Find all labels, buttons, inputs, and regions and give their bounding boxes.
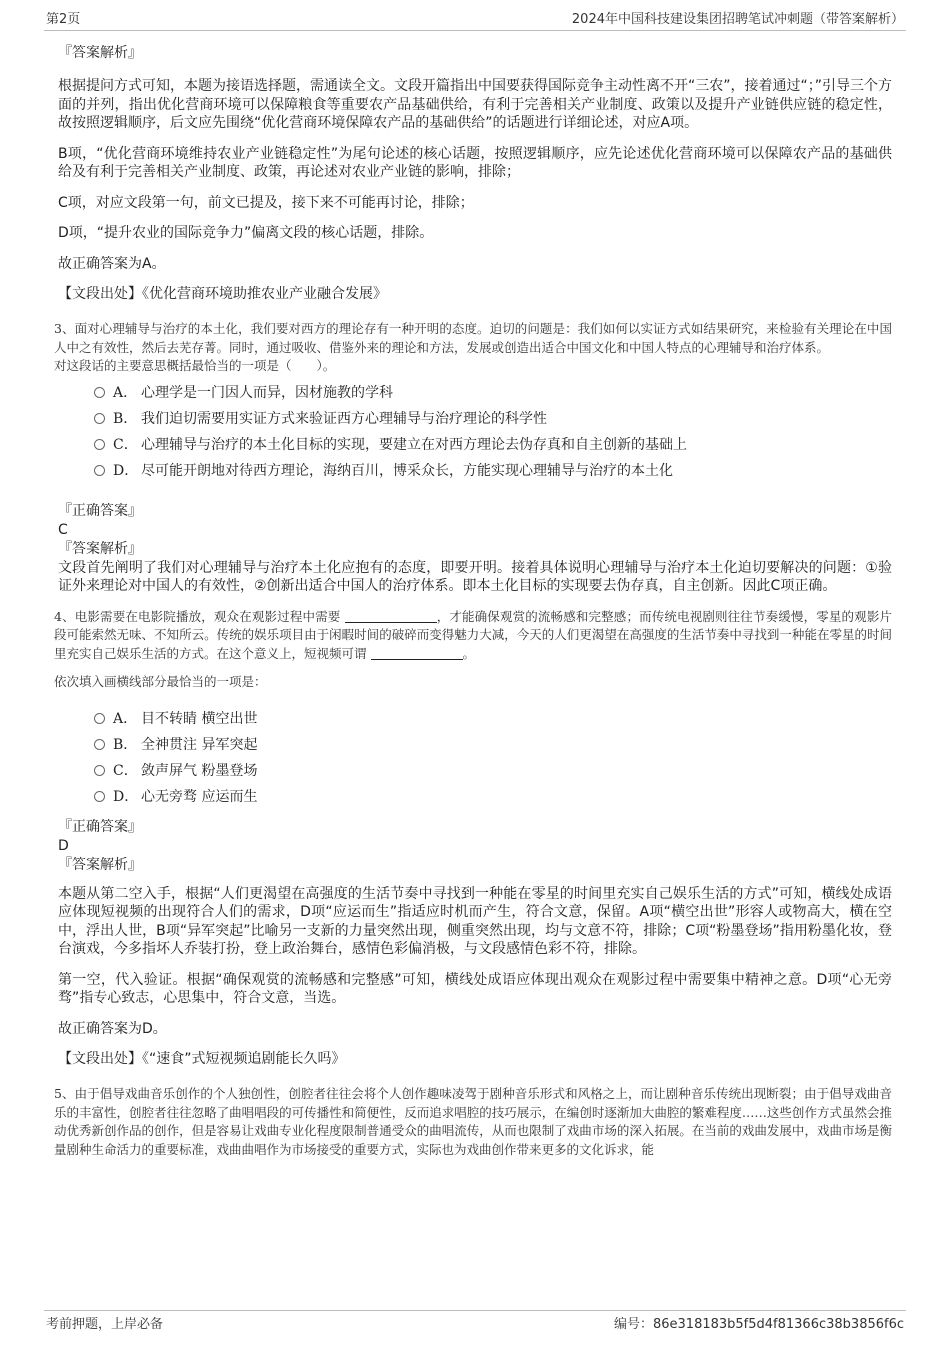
q3-answer: C	[58, 521, 68, 538]
q3-analysis-label: 『答案解析』	[58, 540, 142, 557]
q3-question: 3、面对心理辅导与治疗的本土化，我们要对西方的理论存有一种开明的态度。迫切的问题是：我们如何以实证方式如结果研究，来检验有关理论在中国人中之有效性，然后去芜存菁。同时，通过吸收、借鉴外来的理论和方法，发展或创造出适合中国文化和中国人特点的心理辅导和治疗体系。	[54, 321, 892, 355]
q3-prompt: 对这段话的主要意思概括最恰当的一项是（ ）。	[54, 358, 336, 373]
q2-analysis-label: 『答案解析』	[58, 45, 142, 61]
q4-analysis-label: 『答案解析』	[58, 856, 142, 873]
q4-options	[94, 706, 892, 810]
q2-analysis-para: B项，“优化营商环境维持农业产业链稳定性”为尾句论述的核心话题，按照逻辑顺序，应先论述优化营商环境可以保障农产品的基础供给及有利于完善相关产业制度、政策，再论述对农业产业链的影响，排除；	[58, 145, 892, 180]
page-number: 第2页	[46, 12, 81, 27]
option-b[interactable]: B． 全神贯注 异军突起	[94, 732, 892, 758]
q2-source: 【文段出处】《优化营商环境助推农业产业融合发展》	[58, 286, 387, 302]
q4-answer-line: 故正确答案为D。	[58, 1020, 167, 1037]
option-c[interactable]: C． 心理辅导与治疗的本土化目标的实现，要建立在对西方理论去伪存真和自主创新的基础上	[94, 432, 892, 458]
radio-icon[interactable]	[94, 739, 105, 750]
option-d[interactable]: D． 尽可能开朗地对待西方理论，海纳百川，博采众长，方能实现心理辅导与治疗的本土化	[94, 458, 892, 484]
q2-answer-line: 故正确答案为A。	[58, 255, 166, 272]
radio-icon[interactable]	[94, 387, 105, 398]
q4-answer-label: 『正确答案』	[58, 818, 142, 835]
footer-code: 编号：86e318183b5f5d4f81366c38b3856f6c	[613, 1317, 904, 1332]
blank-1	[345, 610, 437, 623]
q3-analysis: 文段首先阐明了我们对心理辅导与治疗本土化应抱有的态度，即要开明。接着具体说明心理辅导与治疗本土化迫切要解决的问题：①验证外来理论对中国人的有效性，②创新出适合中国人的治疗体系。即本土化目标的实现要去伪存真，自主创新。因此C项正确。	[58, 559, 892, 594]
page-footer	[44, 1310, 906, 1335]
option-b[interactable]: B． 我们迫切需要用实证方式来验证西方心理辅导与治疗理论的科学性	[94, 406, 892, 432]
q2-analysis-para: 根据提问方式可知，本题为接语选择题，需通读全文。文段开篇指出中国要获得国际竞争主动性离不开“三农”，接着通过“；”引导三个方面的并列，指出优化营商环境可以保障粮食等重要农产品基础供给，有利于完善相关产业制度、政策以及提升产业链供应链的稳定性，故按照逻辑顺序，后文应先围绕“优化营商环境保障农产品的基础供给”的话题进行详细论述，对应A项。	[58, 78, 893, 131]
option-a[interactable]: A． 目不转睛 横空出世	[94, 706, 892, 732]
q4-answer: D	[58, 837, 69, 854]
radio-icon[interactable]	[94, 791, 105, 802]
q2-analysis-para: C项，对应文段第一句，前文已提及，接下来不可能再讨论，排除；	[58, 194, 474, 211]
radio-icon[interactable]	[94, 413, 105, 424]
q5-question: 5、由于倡导戏曲音乐创作的个人独创性，创腔者往往会将个人创作趣味凌驾于剧种音乐形式和风格之上，而让剧种音乐传统出现断裂；由于倡导戏曲音乐的丰富性，创腔者往往忽略了曲唱唱段的可传播性和简便性，反而追求唱腔的技巧展示，在编创时逐渐加大曲腔的繁难程度……这些创作方式虽然会推动优秀新创作品的创作，但是容易让戏曲专业化程度限制普通受众的曲唱流传，从而也限制了戏曲市场的深入拓展。在当前的戏曲发展中，戏曲市场是衡量剧种生命活力的重要标准，戏曲曲唱作为市场接受的重要方式，实际也为戏曲创作带来更多的文化诉求，能	[54, 1086, 892, 1157]
footer-slogan: 考前押题，上岸必备	[46, 1317, 164, 1332]
option-a[interactable]: A． 心理学是一门因人而异，因材施教的学科	[94, 380, 892, 406]
option-c[interactable]: C． 敛声屏气 粉墨登场	[94, 758, 892, 784]
q4-question: 4、电影需要在电影院播放，观众在观影过程中需要 ，才能确保观赏的流畅感和完整感；而传统电视剧则往往节奏缓慢，零星的观影片段可能索然无味、不知所云。传统的娱乐项目由于闲暇时间的破碎而变得魅力大减，今天的人们更渴望在高强度的生活节奏中寻找到一种能在零星的时间里充实自己娱乐生活的方式。在这个意义上，短视频可谓 。	[54, 608, 892, 661]
q4-prompt: 依次填入画横线部分最恰当的一项是：	[54, 674, 267, 689]
radio-icon[interactable]	[94, 713, 105, 724]
q2-analysis-para: D项，“提升农业的国际竞争力”偏离文段的核心话题，排除。	[58, 225, 434, 241]
blank-2	[371, 647, 463, 660]
page-header	[44, 8, 906, 31]
option-d[interactable]: D． 心无旁骛 应运而生	[94, 784, 892, 810]
content	[54, 44, 893, 1159]
q3-answer-label: 『正确答案』	[58, 502, 142, 519]
radio-icon[interactable]	[94, 439, 105, 450]
radio-icon[interactable]	[94, 465, 105, 476]
q4-source: 【文段出处】《“速食”式短视频追剧能长久吗》	[58, 1051, 346, 1067]
q4-analysis-para: 本题从第二空入手，根据“人们更渴望在高强度的生活节奏中寻找到一种能在零星的时间里充实自己娱乐生活的方式”可知，横线处成语应体现短视频的出现符合人们的需求，D项“应运而生”指适应时机而产生，符合文意，保留。A项“横空出世”形容人或物高大，横在空中，浮出人世，B项“异军突起”比喻另一支新的力量突然出现，侧重突然出现，均与文意不符，排除；C项“粉墨登场”指用粉墨化妆，登台演戏，今多指坏人乔装打扮，登上政治舞台，感情色彩偏消极，与文段感情色彩不符，排除。	[58, 885, 892, 957]
radio-icon[interactable]	[94, 765, 105, 776]
q4-analysis-para: 第一空，代入验证。根据“确保观赏的流畅感和完整感”可知，横线处成语应体现出观众在观影过程中需要集中精神之意。D项“心无旁骛”指专心致志，心思集中，符合文意，当选。	[58, 971, 892, 1006]
q3-options	[94, 380, 892, 484]
document-title: 2024年中国科技建设集团招聘笔试冲刺题（带答案解析）	[571, 12, 904, 27]
